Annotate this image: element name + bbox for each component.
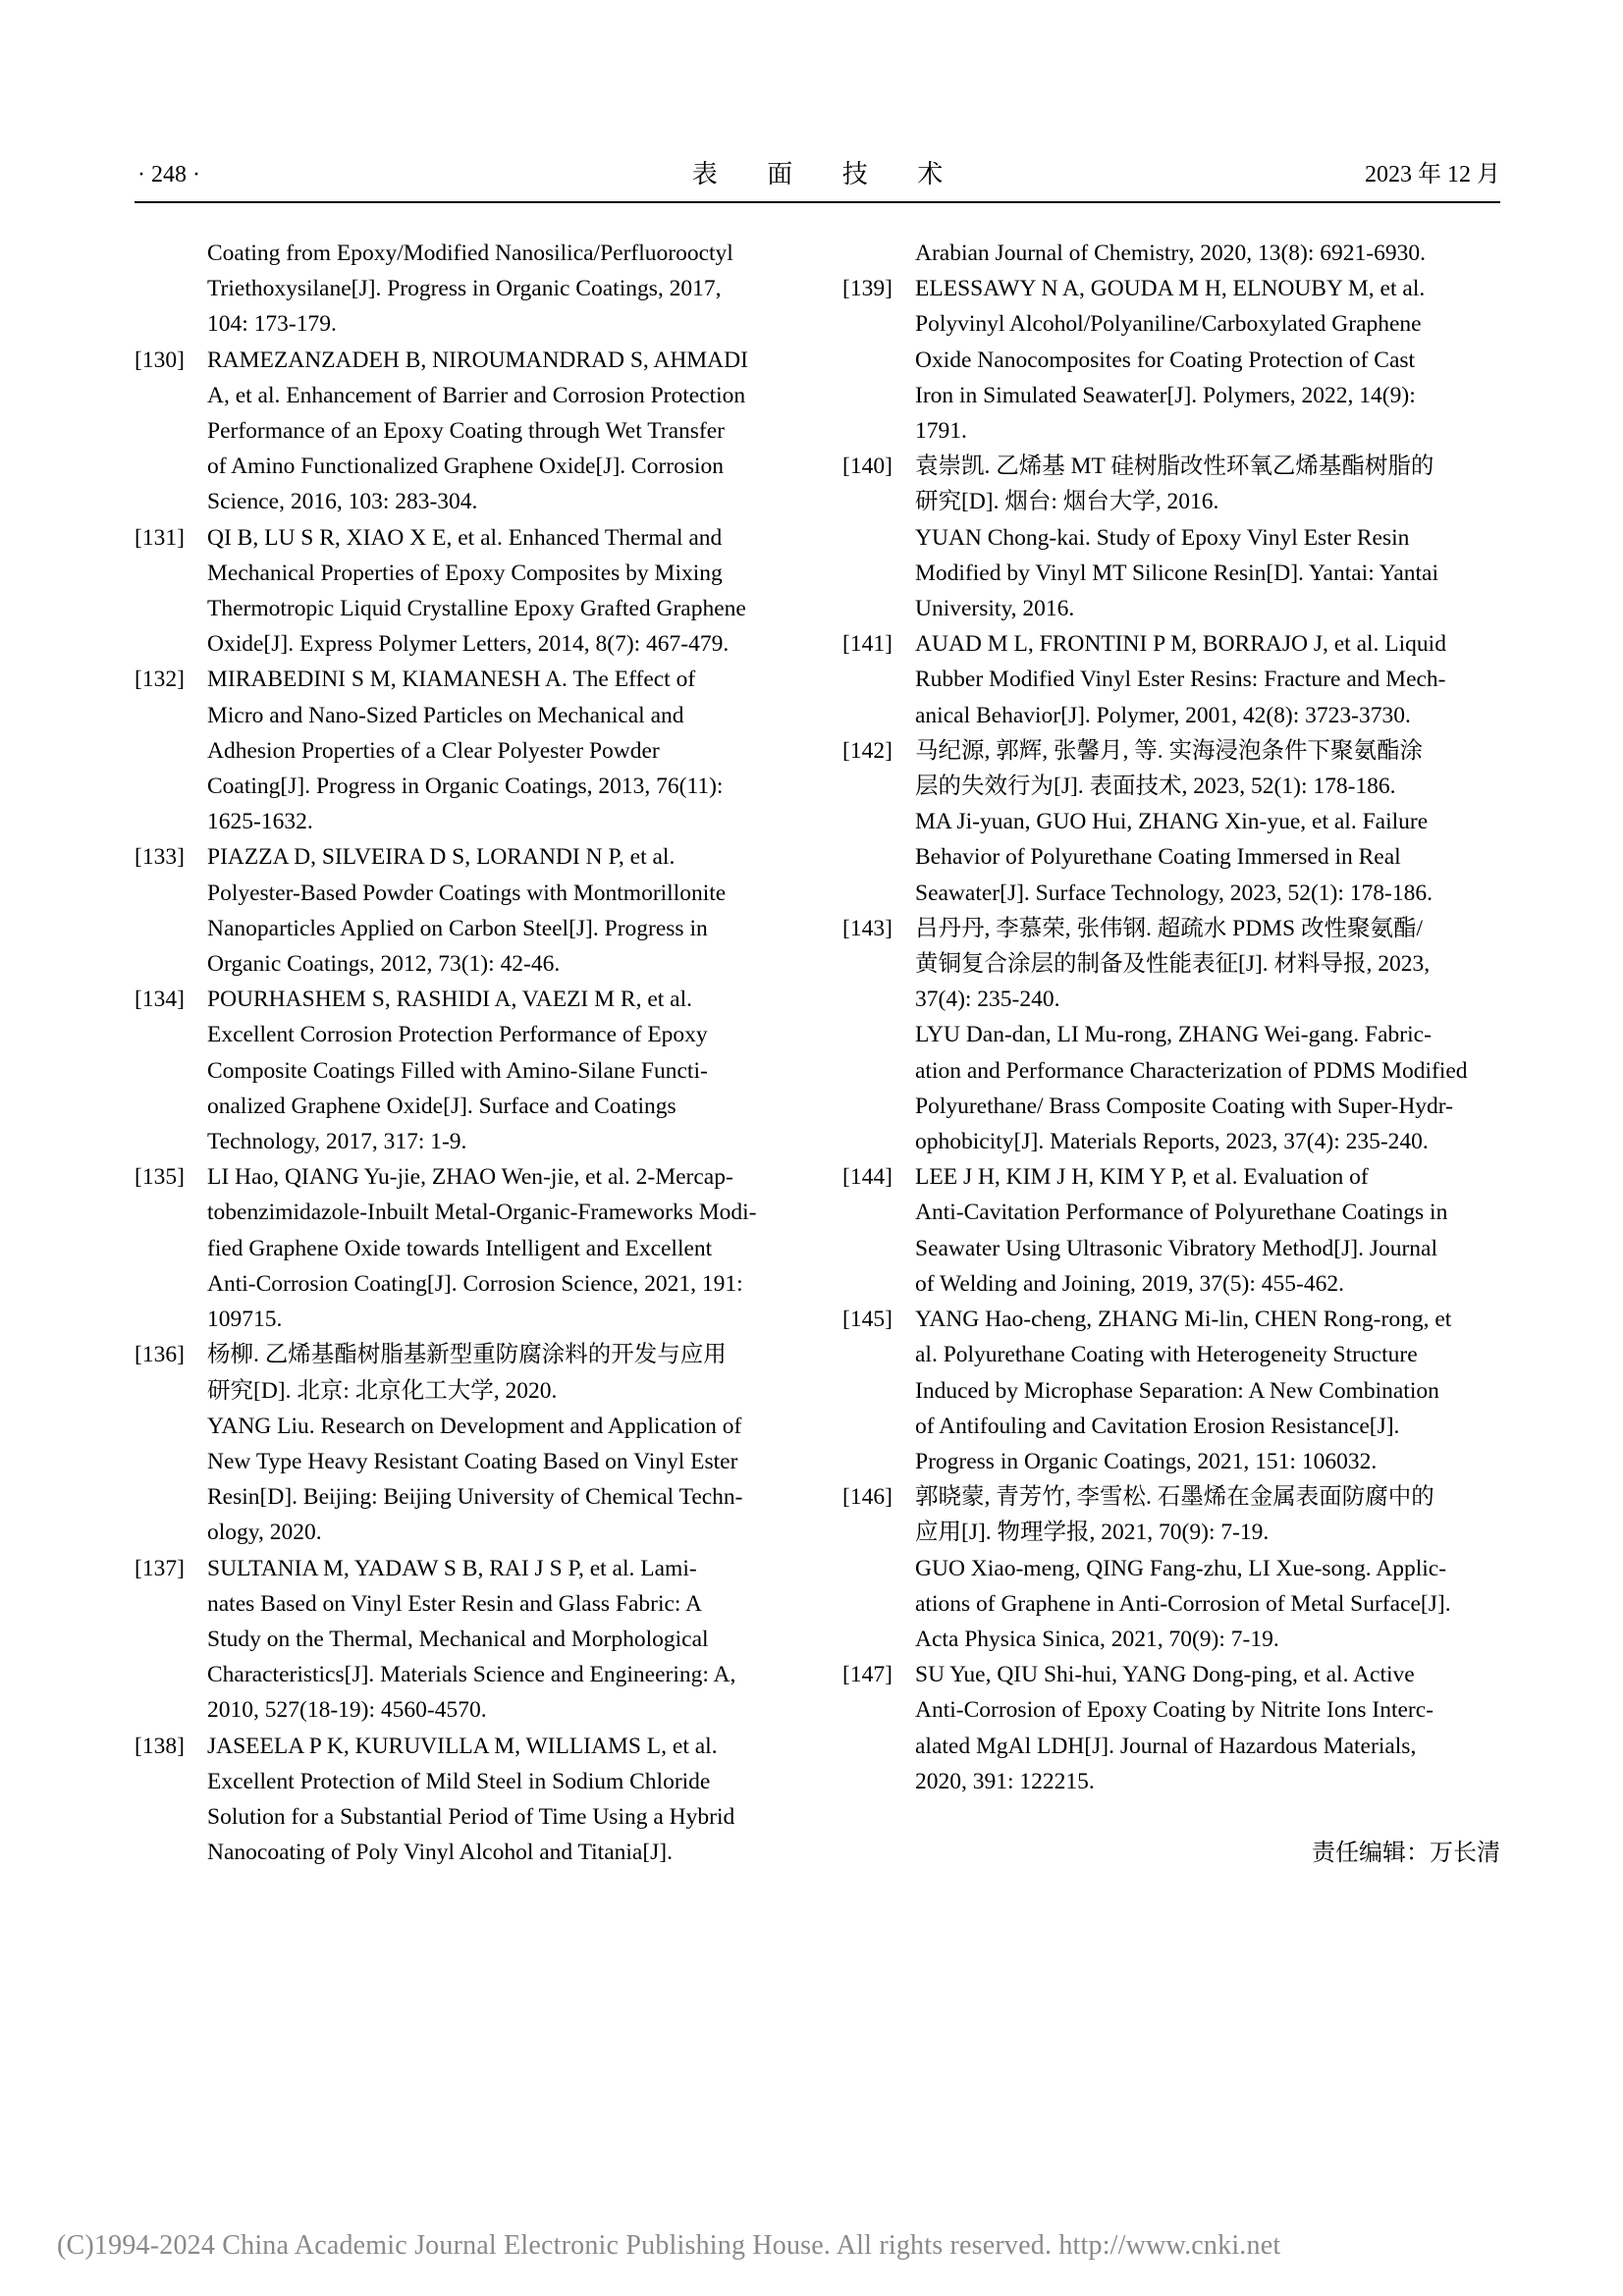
reference-line: Performance of an Epoxy Coating through Wet Transfer bbox=[207, 418, 725, 445]
reference-line: Triethoxysilane[J]. Progress in Organic Coatings, 2017, bbox=[207, 276, 722, 302]
reference-line: ophobicity[J]. Materials Reports, 2023, 37(4): 235-240. bbox=[915, 1129, 1429, 1155]
reference-line: Oxide Nanocomposites for Coating Protection of Cast bbox=[915, 347, 1416, 373]
page-number: · 248 · bbox=[137, 162, 200, 187]
reference-line: Thermotropic Liquid Crystalline Epoxy Grafted Graphene bbox=[207, 596, 746, 622]
reference-entry bbox=[135, 1551, 792, 1729]
reference-line: SULTANIA M, YADAW S B, RAI J S P, et al. Lami- bbox=[207, 1555, 697, 1581]
reference-number: [140] bbox=[842, 454, 893, 480]
reference-line: Excellent Protection of Mild Steel in Sodium Chloride bbox=[207, 1768, 711, 1794]
reference-number: [141] bbox=[842, 631, 893, 658]
reference-line: Anti-Corrosion Coating[J]. Corrosion Science, 2021, 191: bbox=[207, 1270, 743, 1297]
left-reference-column bbox=[135, 236, 792, 1870]
reference-line: 37(4): 235-240. bbox=[915, 987, 1060, 1013]
reference-line: Technology, 2017, 317: 1-9. bbox=[207, 1129, 467, 1155]
reference-line: A, et al. Enhancement of Barrier and Corrosion Protection bbox=[207, 382, 746, 408]
reference-line: MIRABEDINI S M, KIAMANESH A. The Effect of bbox=[207, 667, 696, 693]
reference-line: Excellent Corrosion Protection Performance of Epoxy bbox=[207, 1022, 708, 1048]
reference-line: RAMEZANZADEH B, NIROUMANDRAD S, AHMADI bbox=[207, 347, 748, 373]
reference-line: 层的失效行为[J]. 表面技术, 2023, 52(1): 178-186. bbox=[915, 774, 1396, 800]
reference-line: POURHASHEM S, RASHIDI A, VAEZI M R, et al. bbox=[207, 987, 692, 1013]
reference-entry bbox=[842, 449, 1500, 626]
reference-entry bbox=[842, 1657, 1500, 1799]
reference-continuation bbox=[842, 236, 1500, 271]
reference-entry bbox=[135, 1337, 792, 1550]
reference-line: ology, 2020. bbox=[207, 1520, 322, 1546]
reference-number: [142] bbox=[842, 737, 893, 764]
reference-number: [133] bbox=[135, 844, 185, 871]
reference-line: 2020, 391: 122215. bbox=[915, 1768, 1095, 1794]
reference-line: YANG Liu. Research on Development and Application of bbox=[207, 1413, 742, 1439]
reference-line: Progress in Organic Coatings, 2021, 151: 106032. bbox=[915, 1448, 1378, 1474]
reference-entry bbox=[842, 271, 1500, 449]
reference-number: [134] bbox=[135, 987, 185, 1013]
reference-line: alated MgAl LDH[J]. Journal of Hazardous Materials, bbox=[915, 1733, 1417, 1759]
reference-line: AUAD M L, FRONTINI P M, BORRAJO J, et al. Liquid bbox=[915, 631, 1446, 658]
reference-line: 研究[D]. 烟台: 烟台大学, 2016. bbox=[915, 489, 1219, 515]
reference-line: 郭晓蒙, 青芳竹, 李雪松. 石墨烯在金属表面防腐中的 bbox=[915, 1484, 1434, 1511]
reference-line: 2010, 527(18-19): 4560-4570. bbox=[207, 1697, 487, 1724]
reference-line: of Welding and Joining, 2019, 37(5): 455-462. bbox=[915, 1270, 1344, 1297]
reference-line: Seawater Using Ultrasonic Vibratory Method[J]. Journal bbox=[915, 1235, 1438, 1261]
reference-line: YUAN Chong-kai. Study of Epoxy Vinyl Ester Resin bbox=[915, 524, 1410, 551]
reference-line: Nanoparticles Applied on Carbon Steel[J]. Progress in bbox=[207, 915, 708, 941]
reference-line: Coating from Epoxy/Modified Nanosilica/Perfluorooctyl bbox=[207, 240, 733, 266]
reference-line: tobenzimidazole-Inbuilt Metal-Organic-Frameworks Modi- bbox=[207, 1200, 757, 1226]
reference-number: [137] bbox=[135, 1555, 185, 1581]
reference-line: Anti-Cavitation Performance of Polyurethane Coatings in bbox=[915, 1200, 1448, 1226]
reference-line: 109715. bbox=[207, 1307, 283, 1333]
reference-line: Polyvinyl Alcohol/Polyaniline/Carboxylated Graphene bbox=[915, 311, 1422, 338]
reference-line: Oxide[J]. Express Polymer Letters, 2014, 8(7): 467-479. bbox=[207, 631, 730, 658]
reference-entry bbox=[135, 662, 792, 839]
reference-number: [135] bbox=[135, 1164, 185, 1191]
responsible-editor: 责任编辑：万长清 bbox=[1312, 1841, 1500, 1866]
reference-line: Nanocoating of Poly Vinyl Alcohol and Titania[J]. bbox=[207, 1840, 674, 1866]
reference-number: [130] bbox=[135, 347, 185, 373]
reference-line: Rubber Modified Vinyl Ester Resins: Fracture and Mech- bbox=[915, 667, 1446, 693]
reference-entry bbox=[842, 911, 1500, 1159]
reference-line: Characteristics[J]. Materials Science and Engineering: A, bbox=[207, 1662, 736, 1688]
reference-entry bbox=[842, 733, 1500, 911]
reference-line: SU Yue, QIU Shi-hui, YANG Dong-ping, et al. Active bbox=[915, 1662, 1415, 1688]
reference-line: al. Polyurethane Coating with Heterogeneity Structure bbox=[915, 1342, 1418, 1368]
reference-line: Mechanical Properties of Epoxy Composites by Mixing bbox=[207, 560, 723, 586]
reference-line: Micro and Nano-Sized Particles on Mechanical and bbox=[207, 702, 684, 728]
reference-line: LEE J H, KIM J H, KIM Y P, et al. Evaluation of bbox=[915, 1164, 1369, 1191]
journal-title: 表 面 技 术 bbox=[691, 160, 965, 188]
reference-line: 吕丹丹, 李慕荣, 张伟钢. 超疏水 PDMS 改性聚氨酯/ bbox=[915, 915, 1424, 941]
reference-entry bbox=[842, 1159, 1500, 1302]
reference-line: LYU Dan-dan, LI Mu-rong, ZHANG Wei-gang. Fabric- bbox=[915, 1022, 1432, 1048]
reference-line: Science, 2016, 103: 283-304. bbox=[207, 489, 478, 515]
reference-line: 袁崇凯. 乙烯基 MT 硅树脂改性环氧乙烯基酯树脂的 bbox=[915, 454, 1434, 480]
right-reference-column bbox=[842, 236, 1500, 1799]
reference-line: JASEELA P K, KURUVILLA M, WILLIAMS L, et al. bbox=[207, 1733, 718, 1759]
reference-entry bbox=[135, 1159, 792, 1337]
reference-line: 研究[D]. 北京: 北京化工大学, 2020. bbox=[207, 1377, 558, 1404]
reference-line: PIAZZA D, SILVEIRA D S, LORANDI N P, et al. bbox=[207, 844, 676, 871]
reference-line: Modified by Vinyl MT Silicone Resin[D]. Yantai: Yantai bbox=[915, 560, 1439, 586]
reference-line: GUO Xiao-meng, QING Fang-zhu, LI Xue-song. Applic- bbox=[915, 1555, 1447, 1581]
reference-line: Coating[J]. Progress in Organic Coatings, 2013, 76(11): bbox=[207, 774, 724, 800]
reference-line: anical Behavior[J]. Polymer, 2001, 42(8): 3723-3730. bbox=[915, 702, 1411, 728]
reference-line: onalized Graphene Oxide[J]. Surface and Coatings bbox=[207, 1093, 676, 1119]
reference-line: Composite Coatings Filled with Amino-Silane Functi- bbox=[207, 1057, 708, 1084]
reference-line: University, 2016. bbox=[915, 596, 1075, 622]
reference-number: [144] bbox=[842, 1164, 893, 1191]
reference-number: [136] bbox=[135, 1342, 185, 1368]
reference-line: New Type Heavy Resistant Coating Based on Vinyl Ester bbox=[207, 1448, 738, 1474]
reference-number: [146] bbox=[842, 1484, 893, 1511]
reference-entry bbox=[135, 343, 792, 520]
reference-line: Solution for a Substantial Period of Time Using a Hybrid bbox=[207, 1803, 735, 1830]
reference-line: ELESSAWY N A, GOUDA M H, ELNOUBY M, et al. bbox=[915, 276, 1426, 302]
reference-entry bbox=[135, 520, 792, 663]
reference-entry bbox=[135, 839, 792, 982]
reference-number: [131] bbox=[135, 524, 185, 551]
reference-line: nates Based on Vinyl Ester Resin and Glass Fabric: A bbox=[207, 1590, 702, 1617]
reference-line: 1791. bbox=[915, 418, 967, 445]
reference-line: 杨柳. 乙烯基酯树脂基新型重防腐涂料的开发与应用 bbox=[207, 1342, 727, 1368]
reference-line: Seawater[J]. Surface Technology, 2023, 52(1): 178-186. bbox=[915, 880, 1433, 906]
reference-line: Behavior of Polyurethane Coating Immersed in Real bbox=[915, 844, 1401, 871]
reference-line: YANG Hao-cheng, ZHANG Mi-lin, CHEN Rong-rong, et bbox=[915, 1307, 1452, 1333]
reference-line: Iron in Simulated Seawater[J]. Polymers, 2022, 14(9): bbox=[915, 382, 1416, 408]
reference-line: Anti-Corrosion of Epoxy Coating by Nitrite Ions Interc- bbox=[915, 1697, 1434, 1724]
reference-line: of Antifouling and Cavitation Erosion Resistance[J]. bbox=[915, 1413, 1400, 1439]
reference-line: Study on the Thermal, Mechanical and Morphological bbox=[207, 1626, 709, 1652]
reference-entry bbox=[135, 982, 792, 1159]
reference-line: 黄铜复合涂层的制备及性能表征[J]. 材料导报, 2023, bbox=[915, 951, 1431, 978]
reference-line: QI B, LU S R, XIAO X E, et al. Enhanced Thermal and bbox=[207, 524, 723, 551]
reference-continuation bbox=[135, 236, 792, 343]
reference-line: Adhesion Properties of a Clear Polyester Powder bbox=[207, 737, 660, 764]
reference-line: LI Hao, QIANG Yu-jie, ZHAO Wen-jie, et al. 2-Mercap- bbox=[207, 1164, 733, 1191]
reference-line: Organic Coatings, 2012, 73(1): 42-46. bbox=[207, 951, 561, 978]
reference-number: [138] bbox=[135, 1733, 185, 1759]
reference-line: ations of Graphene in Anti-Corrosion of Metal Surface[J]. bbox=[915, 1590, 1451, 1617]
issue-date: 2023 年 12 月 bbox=[1365, 162, 1500, 187]
reference-entry bbox=[842, 1302, 1500, 1479]
reference-line: of Amino Functionalized Graphene Oxide[J]. Corrosion bbox=[207, 454, 725, 480]
reference-entry bbox=[842, 626, 1500, 733]
reference-line: MA Ji-yuan, GUO Hui, ZHANG Xin-yue, et al. Failure bbox=[915, 809, 1429, 835]
reference-line: Polyester-Based Powder Coatings with Montmorillonite bbox=[207, 880, 727, 906]
reference-line: Acta Physica Sinica, 2021, 70(9): 7-19. bbox=[915, 1626, 1279, 1652]
reference-line: Polyurethane/ Brass Composite Coating with Super-Hydr- bbox=[915, 1093, 1453, 1119]
copyright-footer: (C)1994-2024 China Academic Journal Electronic Publishing House. All rights reserved. http://www.cnki.net bbox=[57, 2230, 1281, 2261]
page-header bbox=[135, 159, 1500, 198]
reference-line: fied Graphene Oxide towards Intelligent and Excellent bbox=[207, 1235, 713, 1261]
reference-entry bbox=[135, 1729, 792, 1871]
reference-number: [139] bbox=[842, 276, 893, 302]
reference-number: [145] bbox=[842, 1307, 893, 1333]
reference-line: 104: 173-179. bbox=[207, 311, 337, 338]
reference-entry bbox=[842, 1479, 1500, 1657]
reference-line: Arabian Journal of Chemistry, 2020, 13(8): 6921-6930. bbox=[915, 240, 1426, 266]
reference-line: 应用[J]. 物理学报, 2021, 70(9): 7-19. bbox=[915, 1520, 1270, 1546]
header-divider bbox=[135, 201, 1500, 203]
reference-line: 1625-1632. bbox=[207, 809, 313, 835]
reference-number: [132] bbox=[135, 667, 185, 693]
reference-line: 马纪源, 郭辉, 张馨月, 等. 实海浸泡条件下聚氨酯涂 bbox=[915, 737, 1423, 764]
reference-number: [143] bbox=[842, 915, 893, 941]
reference-number: [147] bbox=[842, 1662, 893, 1688]
reference-line: Resin[D]. Beijing: Beijing University of Chemical Techn- bbox=[207, 1484, 743, 1511]
reference-line: Induced by Microphase Separation: A New Combination bbox=[915, 1377, 1439, 1404]
reference-line: ation and Performance Characterization of PDMS Modified bbox=[915, 1057, 1468, 1084]
